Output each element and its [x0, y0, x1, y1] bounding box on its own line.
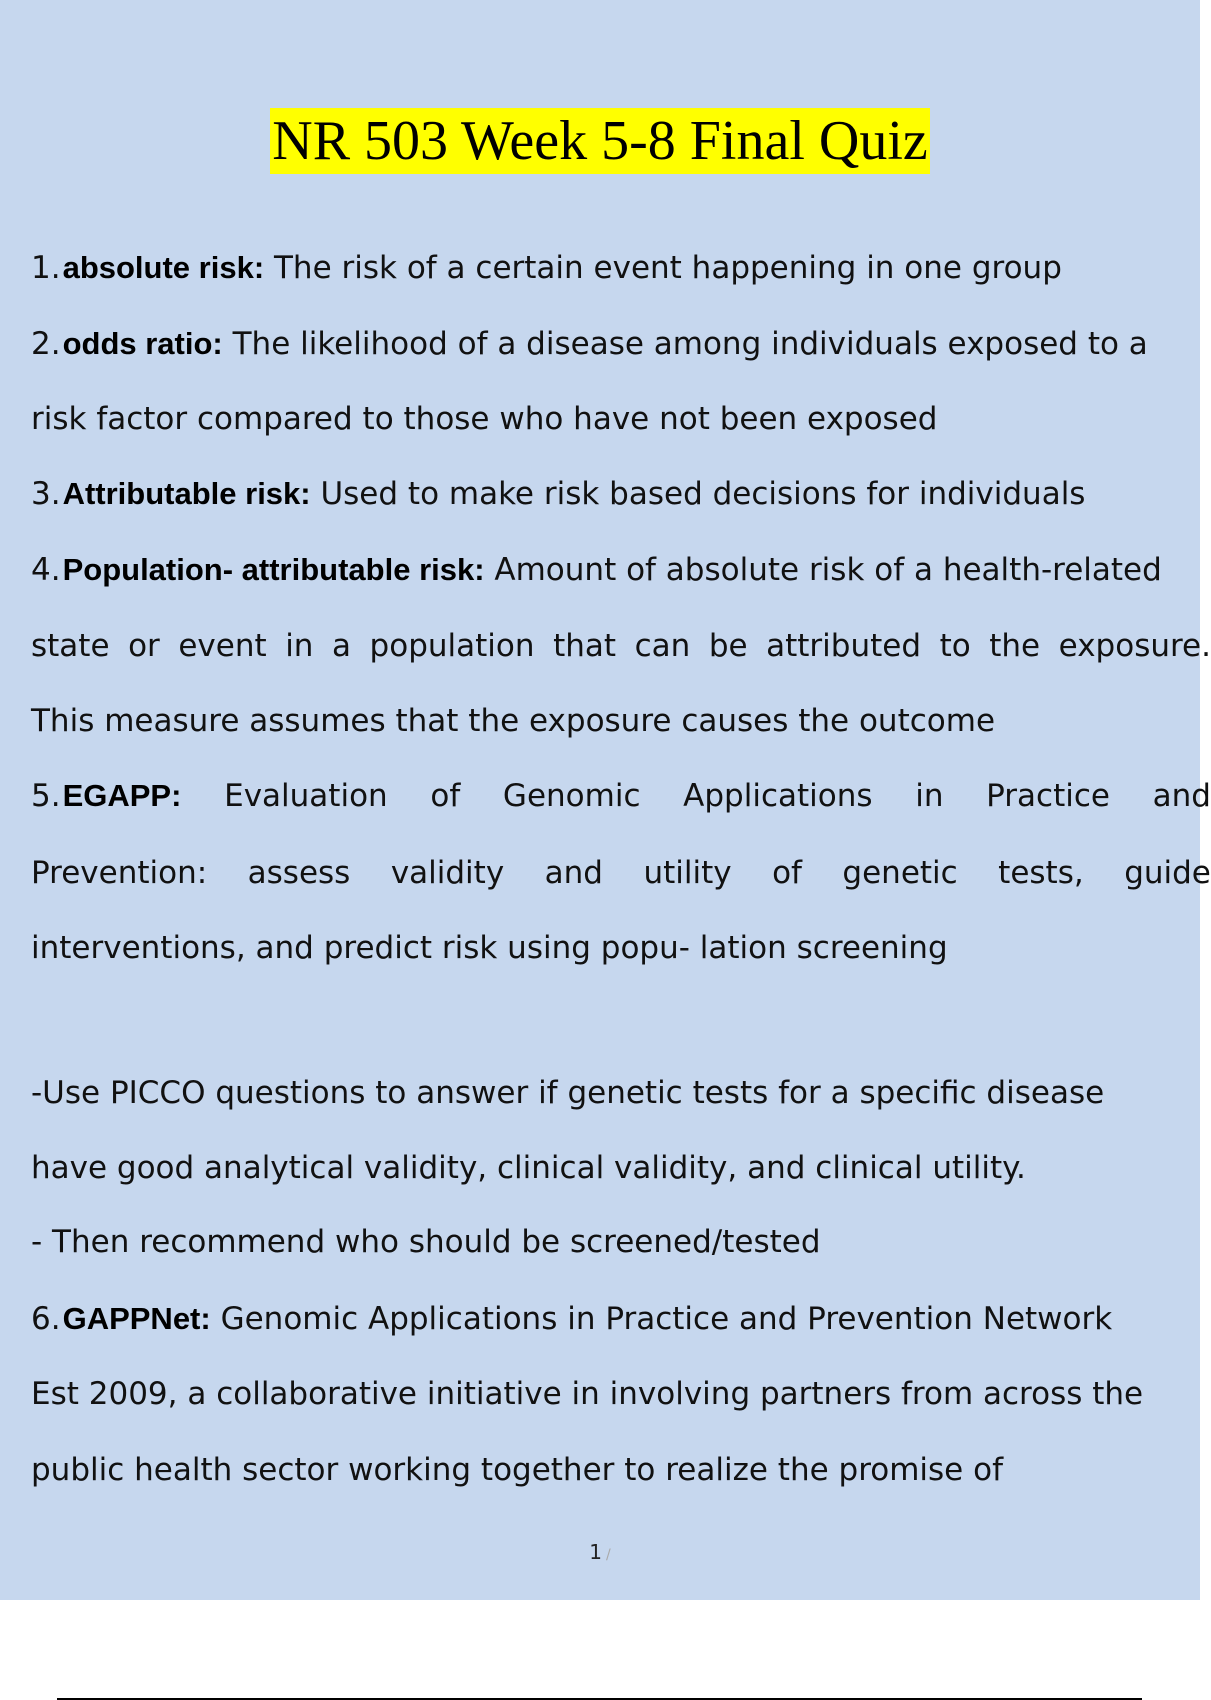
word: in — [285, 628, 314, 664]
item-number: 6. — [31, 1301, 61, 1337]
word: that — [553, 628, 617, 664]
word: attributed — [766, 628, 922, 664]
item-5-lead — [31, 776, 181, 816]
word: Prevention: — [31, 855, 208, 891]
word: state — [31, 628, 110, 664]
item-4-continuation-2: This measure assumes that the exposure causes the outcome — [31, 703, 996, 739]
item-5-line — [31, 776, 1211, 816]
item-term: odds ratio: — [62, 326, 223, 361]
item-definition: Amount of absolute risk of a health-related — [484, 552, 1162, 588]
word: to — [939, 628, 971, 664]
item-definition: The risk of a certain event happening in one group — [264, 250, 1062, 286]
item-number: 5. — [31, 778, 61, 814]
note-line-3: - Then recommend who should be screened/tested — [31, 1224, 821, 1260]
word: the — [989, 628, 1041, 664]
word: or — [128, 628, 160, 664]
item-definition: The likelihood of a disease among individuals exposed to a — [222, 326, 1148, 362]
item-number: 3. — [31, 476, 61, 512]
word: guide — [1124, 855, 1211, 891]
word: genetic — [842, 855, 958, 891]
note-line-1: -Use PICCO questions to answer if genetic tests for a specific disease — [31, 1075, 1105, 1111]
item-1-line — [31, 248, 1062, 288]
item-number: 4. — [31, 552, 61, 588]
document-title: NR 503 Week 5-8 Final Quiz — [272, 110, 928, 172]
word: assess — [247, 855, 351, 891]
item-6-continuation-2: public health sector working together to realize the promise of — [31, 1452, 1003, 1488]
item-definition: Genomic Applications in Practice and Prevention Network — [210, 1301, 1113, 1337]
word: of — [430, 778, 461, 814]
page-number — [0, 1538, 1200, 1569]
item-definition: Used to make risk based decisions for individuals — [310, 476, 1086, 512]
item-term: GAPPNet: — [62, 1301, 211, 1336]
word: Applications — [683, 778, 873, 814]
item-5-continuation — [31, 853, 1211, 893]
item-term: absolute risk: — [62, 250, 265, 285]
word: and — [544, 855, 603, 891]
page-number-value: 1 — [589, 1540, 602, 1564]
title-wrap — [0, 108, 1200, 174]
word: exposure. — [1058, 628, 1211, 664]
word: of — [772, 855, 802, 891]
item-2-continuation: risk factor compared to those who have not been exposed — [31, 401, 938, 437]
word: Genomic — [502, 778, 641, 814]
item-4-continuation — [31, 626, 1211, 666]
word: a — [332, 628, 351, 664]
item-number: 1. — [31, 250, 61, 286]
item-6-line — [31, 1299, 1112, 1339]
item-3-line — [31, 474, 1085, 514]
word: tests, — [998, 855, 1084, 891]
item-term: Population- attributable risk: — [62, 552, 485, 587]
item-number: 2. — [31, 326, 61, 362]
item-term: Attributable risk: — [62, 476, 311, 511]
word: can — [634, 628, 691, 664]
item-term: EGAPP: — [62, 778, 182, 813]
word: in — [915, 778, 944, 814]
word: Evaluation — [224, 778, 388, 814]
word: population — [369, 628, 535, 664]
item-5-continuation-2: interventions, and predict risk using popu- lation screening — [31, 930, 948, 966]
page-number-suffix: / — [606, 1547, 611, 1563]
item-4-line — [31, 550, 1162, 590]
word: Practice — [986, 778, 1110, 814]
word: event — [178, 628, 267, 664]
item-6-continuation: Est 2009, a collaborative initiative in involving partners from across the — [31, 1376, 1144, 1412]
item-2-line — [31, 324, 1148, 364]
word: be — [708, 628, 748, 664]
word: validity — [390, 855, 505, 891]
word: and — [1152, 778, 1211, 814]
note-line-2: have good analytical validity, clinical validity, and clinical utility. — [31, 1150, 1026, 1186]
word: utility — [643, 855, 732, 891]
